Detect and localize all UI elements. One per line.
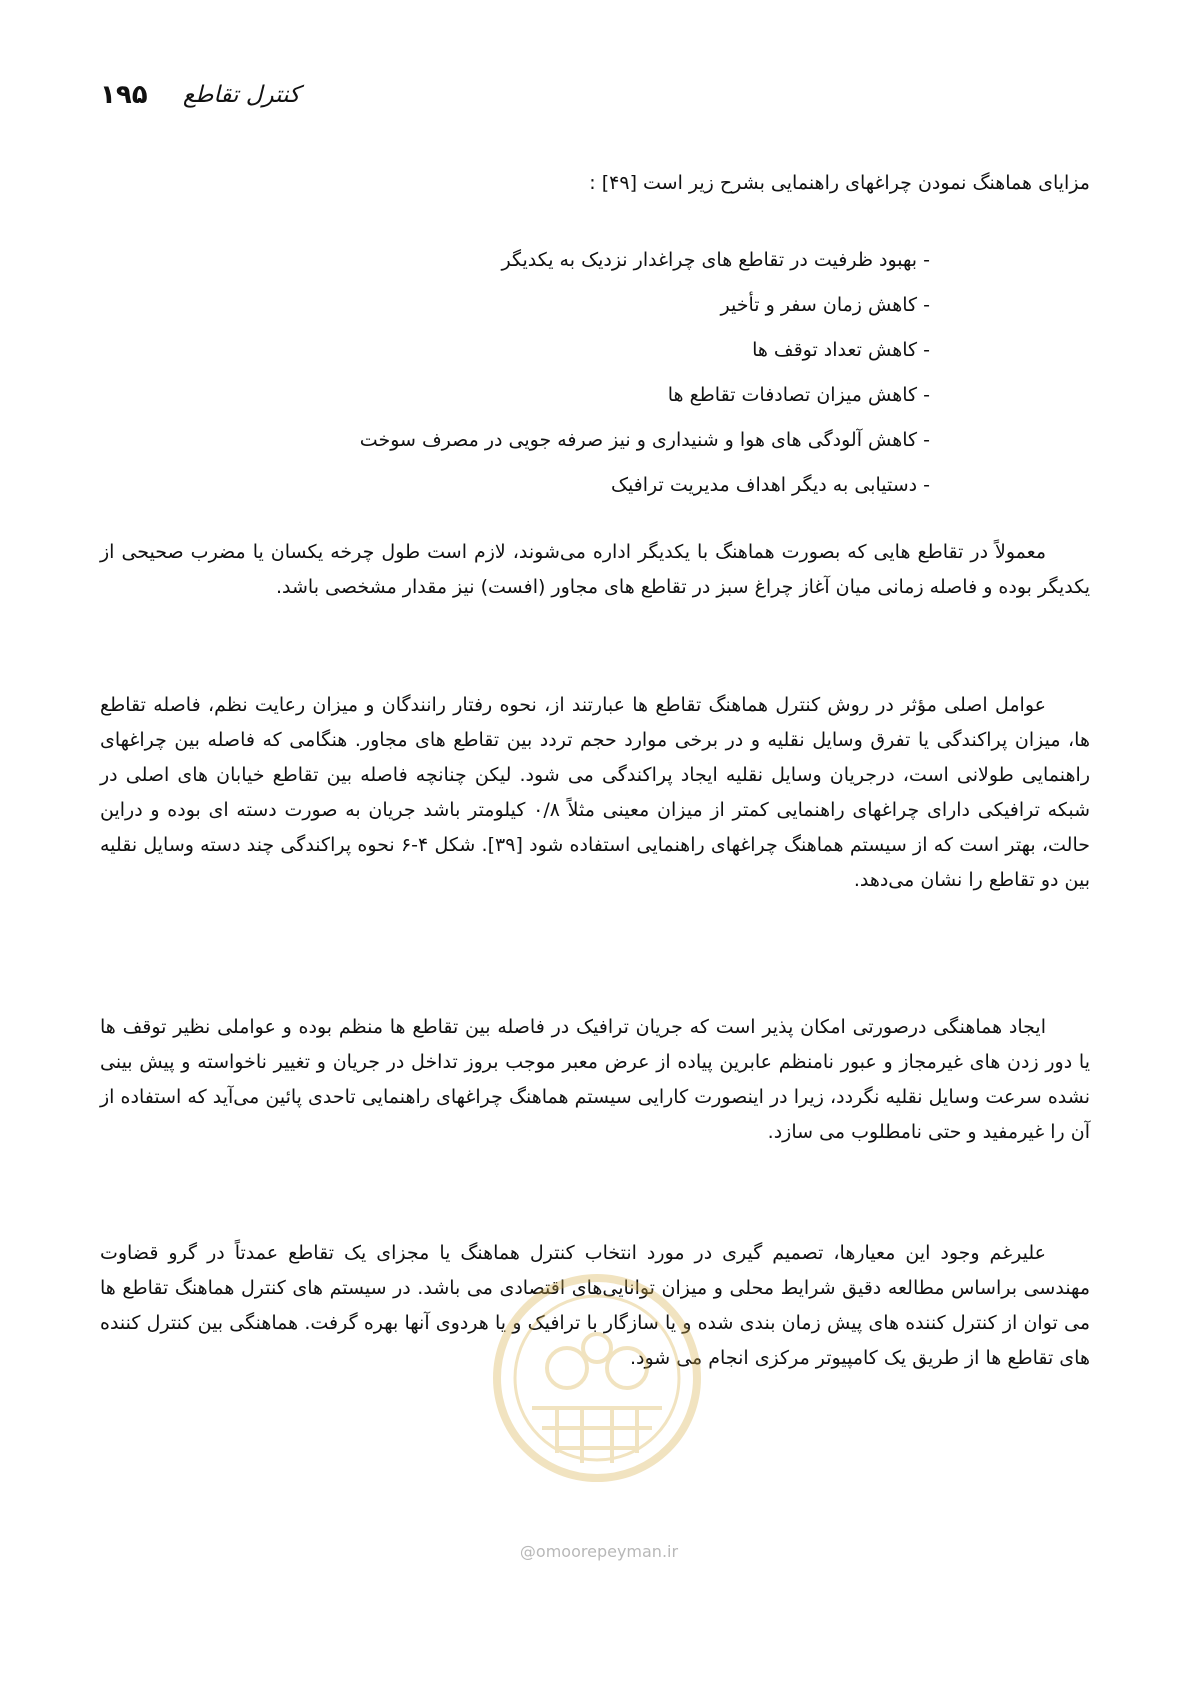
list-item: - کاهش میزان تصادفات تقاطع ها bbox=[360, 373, 930, 418]
list-item: - دستیابی به دیگر اهداف مدیریت ترافیک bbox=[360, 463, 930, 508]
paragraph-factors: عوامل اصلی مؤثر در روش کنترل هماهنگ تقاطع ها عبارتند از، نحوه رفتار رانندگان و میزان رعایت نظم، فاصله تقاطع ها، میزان پراکندگی یا تفرق وسایل نقلیه و در برخی موارد حجم تردد بین تقاطع های مجاور. هنگامی که فاصله بین چراغهای راهنمایی طولانی است، درجریان وسایل نقلیه ایجاد پراکندگی می شود. لیکن چنانچه فاصله بین تقاطع خیابان های اصلی در شبکه ترافیکی دارای چراغهای راهنمایی کمتر از میزان معینی مثلاً ۰/۸ کیلومتر باشد جریان به صورت دسته ای بوده و دراین حالت، بهتر است که از سیستم هماهنگ چراغهای راهنمایی استفاده شود [۳۹]. شکل ۴-۶ نحوه پراکندگی چند دسته وسایل نقلیه بین دو تقاطع را نشان می‌دهد. bbox=[100, 694, 1090, 891]
advantages-list bbox=[360, 238, 930, 508]
list-item: - کاهش آلودگی های هوا و شنیداری و نیز صرفه جویی در مصرف سوخت bbox=[360, 418, 930, 463]
page-number: ۱۹۵ bbox=[100, 80, 148, 110]
paragraph-decision: علیرغم وجود این معیارها، تصمیم گیری در مورد انتخاب کنترل هماهنگ یا مجزای یک تقاطع عمدتاً در گرو قضاوت مهندسی براساس مطالعه دقیق شرایط محلی و میزان توانایی‌های اقتصادی می باشد. در سیستم های کنترل هماهنگ تقاطع ها می توان از کنترل کننده های پیش زمان بندی شده و یا سازگار با ترافیک و یا هردوی آنها بهره گرفت. هماهنگی بین کنترل کننده های تقاطع ها از طریق یک کامپیوتر مرکزی انجام می شود. bbox=[100, 1242, 1090, 1369]
list-item: - کاهش زمان سفر و تأخیر bbox=[360, 283, 930, 328]
running-title: کنترل تقاطع bbox=[182, 82, 300, 108]
watermark-url: @omoorepeyman.ir bbox=[519, 1542, 679, 1561]
intro-line: مزایای هماهنگ نمودن چراغهای راهنمایی بشرح زیر است [۴۹] : bbox=[589, 172, 1090, 194]
list-item: - کاهش تعداد توقف ها bbox=[360, 328, 930, 373]
page-header bbox=[100, 80, 300, 120]
watermark-logo bbox=[487, 1268, 707, 1488]
paragraph-offset: معمولاً در تقاطع هایی که بصورت هماهنگ با یکدیگر اداره می‌شوند، لازم است طول چرخه یکسان یا مضرب صحیحی از یکدیگر بوده و فاصله زمانی میان آغاز چراغ سبز در تقاطع های مجاور (افست) نیز مقدار مشخصی باشد. bbox=[100, 541, 1090, 598]
paragraph-conditions: ایجاد هماهنگی درصورتی امکان پذیر است که جریان ترافیک در فاصله بین تقاطع ها منظم بوده و عواملی نظیر توقف ها یا دور زدن های غیرمجاز و عبور نامنظم عابرین پیاده از عرض معبر موجب بروز تداخل در جریان و تغییر ناخواسته و پیش بینی نشده سرعت وسایل نقلیه نگردد، زیرا در اینصورت کارایی سیستم هماهنگ چراغهای راهنمایی تاحدی پائین می‌آید که استفاده از آن را غیرمفید و حتی نامطلوب می سازد. bbox=[100, 1016, 1090, 1143]
list-item: - بهبود ظرفیت در تقاطع های چراغدار نزدیک به یکدیگر bbox=[360, 238, 930, 283]
